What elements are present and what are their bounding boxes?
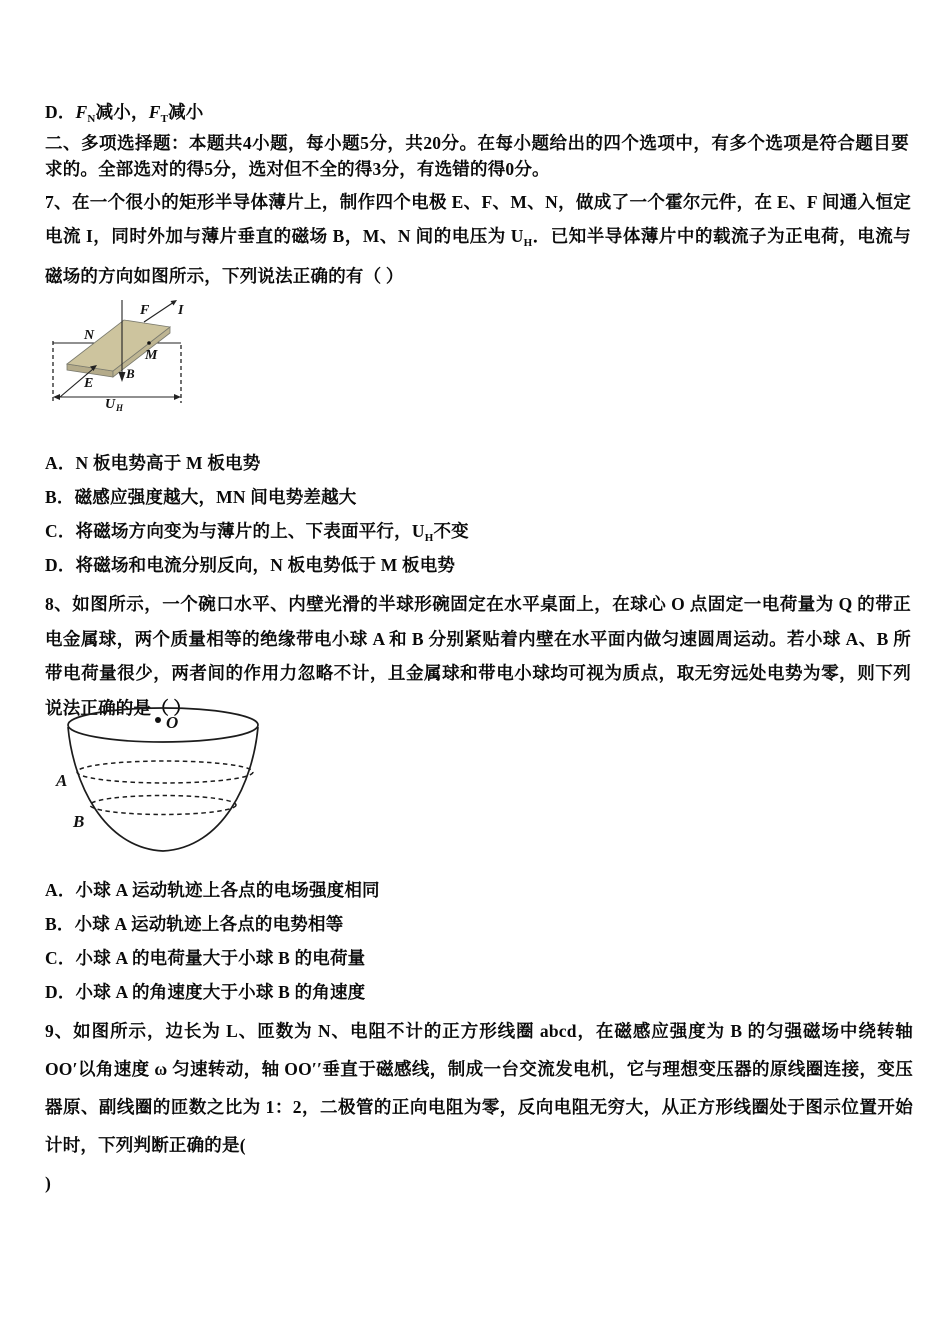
option-text: B．磁感应强度越大，MN 间电势差越大: [45, 487, 357, 507]
section-2-header: 二、多项选择题：本题共4小题，每小题5分，共20分。在每小题给出的四个选项中，有多个选项是符合题目要求的。全部选对的得5分，选对但不全的得3分，有选错的得0分。: [45, 133, 909, 179]
question-8-stem: 8、如图所示，一个碗口水平、内壁光滑的半球形碗固定在水平桌面上，在球心 O 点固定一电荷量为 Q 的带正电金属球，两个质量相等的绝缘带电小球 A 和 B 分别紧贴着内壁在水平面内做匀速圆周运动。若小球 A、B 所带电荷量很少，两者间的作用力忽略不计，且金属球和带电小球均可视为质点，取无穷远处电势为零，则下列说法正确的是（ ）: [45, 594, 911, 718]
question-8-options: [45, 877, 380, 1013]
force-symbol: F: [148, 102, 161, 122]
current-arrowhead-i-icon: [171, 300, 178, 306]
q7-option-b: [45, 484, 469, 518]
bowl-diagram: [55, 702, 295, 860]
question-7-figure: [44, 296, 194, 416]
label-a: A: [56, 771, 68, 790]
force-symbol: F: [75, 102, 88, 122]
rim-ellipse: [68, 708, 258, 742]
question-9-block: [45, 1012, 913, 1202]
q8-option-b: B．小球 A 运动轨迹上各点的电势相等: [45, 914, 344, 934]
option-text: D．将磁场和电流分别反向，N 板电势低于 M 板电势: [45, 555, 456, 575]
label-n: N: [84, 328, 95, 343]
orbit-b-ellipse: [90, 796, 236, 815]
label-u-subscript: H: [116, 403, 124, 411]
orbit-a-ellipse: [77, 761, 253, 783]
uh-subscript: H: [523, 236, 533, 249]
uh-right-arrowhead-icon: [174, 394, 181, 400]
hall-element-diagram: [44, 296, 194, 411]
option-text: 减小，: [95, 102, 149, 122]
prev-question-option-d: [45, 99, 204, 133]
label-b: B: [126, 366, 135, 381]
label-b: B: [73, 812, 85, 831]
q8-option-c: C．小球 A 的电荷量大于小球 B 的电荷量: [45, 948, 366, 968]
b-field-arrowhead-icon: [119, 372, 126, 382]
slab-top-face: [67, 320, 170, 371]
label-m: M: [145, 348, 158, 363]
question-9-stem: 9、如图所示，边长为 L、匝数为 N、电阻不计的正方形线圈 abcd，在磁感应强度为 B 的匀强磁场中绕转轴 OO′以角速度 ω 匀速转动，轴 OO′′垂直于磁感线，制成一台交流发电机，它与理想变压器的原线圈连接，变压器原、副线圈的匝数之比为 1：2，二极管的正向电阻为零，反向电阻无穷大，从正方形线圈处于图示位置开始计时，下列判断正确的是(: [45, 1021, 913, 1155]
m-contact-dot: [147, 341, 151, 345]
option-label: D．: [45, 102, 76, 122]
option-text: 减小: [168, 102, 204, 122]
label-i: I: [178, 303, 184, 318]
label-o: O: [166, 713, 179, 732]
q7-option-d: [45, 552, 469, 586]
question-8-figure: [55, 702, 295, 865]
q8-option-a: A．小球 A 运动轨迹上各点的电场强度相同: [45, 880, 380, 900]
q7-option-c: [45, 518, 469, 552]
bowl-outline: [68, 727, 258, 851]
q8-option-d: D．小球 A 的角速度大于小球 B 的角速度: [45, 982, 366, 1002]
q7-stem-text: 7、在一个很小的矩形半导体薄片上，制作四个电极 E、F、M、N，做成了一个霍尔元件，在 E、F 间通入恒定电流 I，同时外加与薄片垂直的磁场 B，M、N 间的电压为 U: [45, 192, 911, 246]
force-subscript: N: [87, 113, 96, 125]
label-u: U: [105, 397, 116, 411]
uh-left-arrowhead-icon: [53, 394, 60, 400]
option-text: A．N 板电势高于 M 板电势: [45, 453, 261, 473]
question-9-close-paren: ): [45, 1173, 52, 1193]
center-charge-dot: [155, 717, 161, 723]
label-e: E: [84, 376, 94, 391]
question-7-stem: [45, 186, 911, 294]
label-f: F: [140, 303, 150, 318]
option-text: 不变: [433, 521, 469, 541]
option-text: C．将磁场方向变为与薄片的上、下表面平行，U: [45, 521, 425, 541]
force-subscript: T: [160, 113, 169, 125]
q7-stem-text: ．已知半导体薄片中的载流子为正电荷，电流与磁场的方向如图所示，下列说法正确的有（ ）: [45, 225, 911, 286]
uh-subscript: H: [424, 532, 434, 544]
question-7-options: [45, 450, 469, 586]
q7-option-a: [45, 450, 469, 484]
